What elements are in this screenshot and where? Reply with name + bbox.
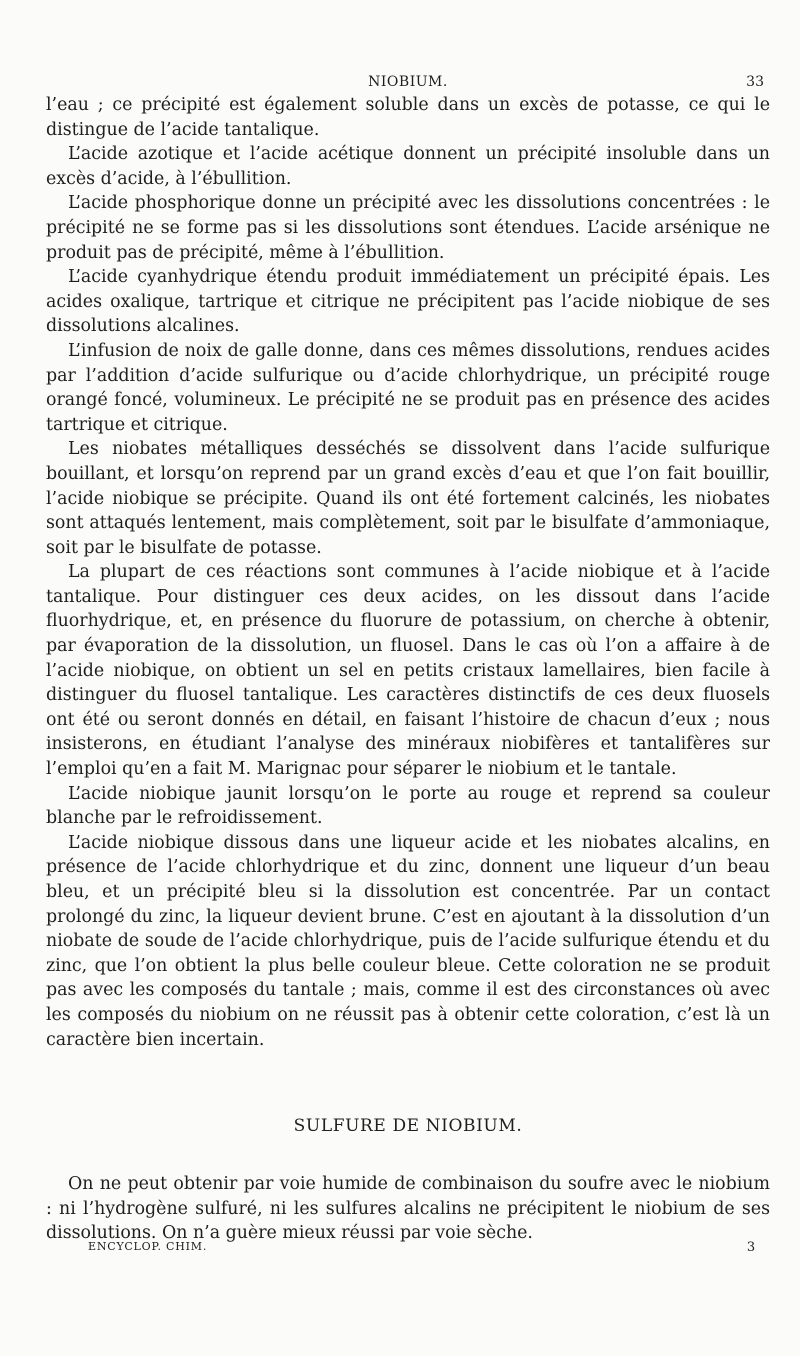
paragraph-4: L’acide cyanhydrique étendu produit immédiatement un précipité épais. Les acides oxalique, tartrique et citrique ne précipitent pas l’acide niobique de ses dissolutions alcalines. xyxy=(46,267,770,337)
running-title: NIOBIUM. xyxy=(368,74,448,90)
body-text xyxy=(46,93,770,1052)
paragraph-2: L’acide azotique et l’acide acétique donnent un précipité insoluble dans un excès d’acide, à l’ébullition. xyxy=(46,144,770,189)
paragraph-9: L’acide niobique dissous dans une liqueur acide et les niobates alcalins, en présence de l’acide chlorhydrique et du zinc, donnent une liqueur d’un beau bleu, et un précipité bleu si la dissolution est concentrée. Par un contact prolongé du zinc, la liqueur devient brune. C’est en ajoutant à la dissolution d’un niobate de soude de l’acide chlorhydrique, puis de l’acide sulfurique étendu et du zinc, que l’on obtient la plus belle couleur bleue. Cette coloration ne se produit pas avec les composés du tantale ; mais, comme il est des circonstances où avec les composés du niobium on ne réussit pas à obtenir cette coloration, c’est là un caractère bien incertain. xyxy=(46,832,770,1050)
printer-signature: ENCYCLOP. CHIM. xyxy=(88,1240,208,1253)
signature-mark: 3 xyxy=(746,1240,756,1255)
section-text xyxy=(46,1172,770,1246)
running-head xyxy=(46,74,770,94)
page-number: 33 xyxy=(746,74,764,90)
paragraph-5: L’infusion de noix de galle donne, dans ces mêmes dissolutions, rendues acides par l’addition d’acide sulfurique ou d’acide chlorhydrique, un précipité rouge orangé foncé, volumineux. Le précipité ne se produit pas en présence des acides tartrique et citrique. xyxy=(46,340,770,435)
paragraph-7: La plupart de ces réactions sont communes à l’acide niobique et à l’acide tantalique. Pour distinguer ces deux acides, on les dissout dans l’acide fluorhydrique, et, en présence du fluorure de potassium, on cherche à obtenir, par évaporation de la dissolution, un fluosel. Dans le cas où l’on a affaire à de l’acide niobique, on obtient un sel en petits cristaux lamellaires, bien facile à distinguer du fluosel tantalique. Les caractères distinctifs de ces deux fluosels ont été ou seront donnés en détail, en faisant l’histoire de chacun d’eux ; nous insisterons, en étudiant l’analyse des minéraux niobifères et tantalifères sur l’emploi qu’en a fait M. Marignac pour séparer le niobium et le tantale. xyxy=(46,562,770,780)
section-paragraph: On ne peut obtenir par voie humide de combinaison du soufre avec le niobium : ni l’hydrogène sulfuré, ni les sulfures alcalins ne précipitent le niobium de ses dissolutions. On n’a guère mieux réussi par voie sèche. xyxy=(46,1174,770,1244)
section-heading: SULFURE DE NIOBIUM. xyxy=(293,1116,523,1136)
paragraph-6: Les niobates métalliques desséchés se dissolvent dans l’acide sulfurique bouillant, et lorsqu’on reprend par un grand excès d’eau et que l’on fait bouillir, l’acide niobique se précipite. Quand ils ont été fortement calcinés, les niobates sont attaqués lentement, mais complètement, soit par le bisulfate d’ammoniaque, soit par le bisulfate de potasse. xyxy=(46,439,770,558)
paragraph-1: l’eau ; ce précipité est également soluble dans un excès de potasse, ce qui le distingue de l’acide tantalique. xyxy=(46,95,770,140)
paragraph-8: L’acide niobique jaunit lorsqu’on le porte au rouge et reprend sa couleur blanche par le refroidissement. xyxy=(46,783,770,829)
page-footer xyxy=(46,1240,770,1258)
paragraph-3: L’acide phosphorique donne un précipité avec les dissolutions concentrées : le précipité ne se forme pas si les dissolutions sont étendues. L’acide arsénique ne produit pas de précipité, même à l’ébullition. xyxy=(46,193,770,263)
